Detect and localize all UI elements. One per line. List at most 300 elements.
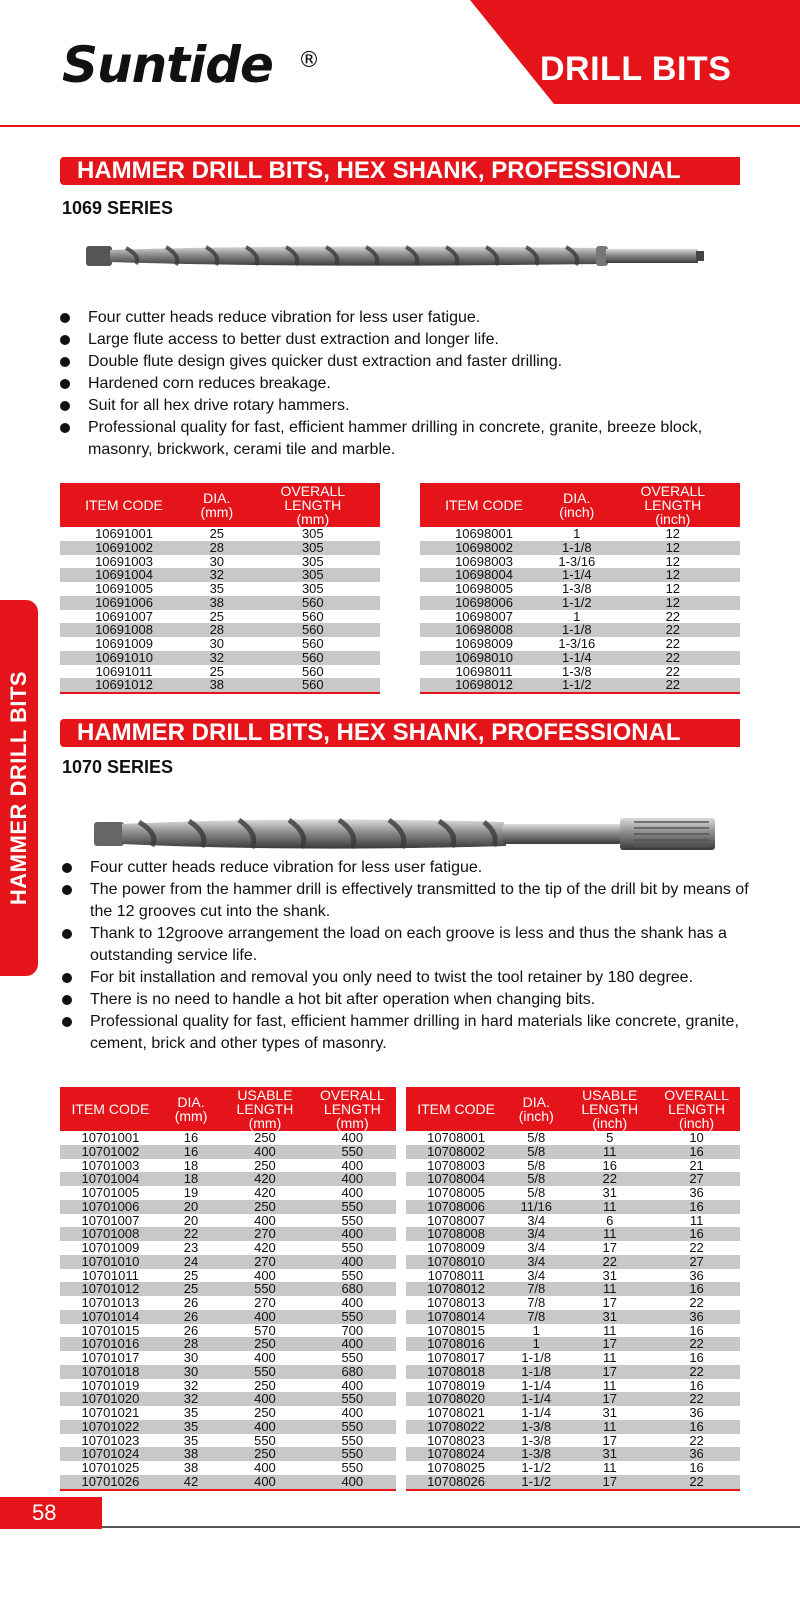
feature-item — [60, 351, 750, 373]
table-cell: 35 — [183, 1432, 199, 1448]
table-cell: 250 — [254, 1377, 276, 1393]
table-cell: 550 — [309, 1392, 396, 1406]
column-header-line: ITEM CODE — [71, 1101, 150, 1117]
table-cell: 22 — [665, 663, 681, 679]
table-cell: 420 — [254, 1240, 276, 1255]
table-cell: 23 — [183, 1240, 199, 1255]
section-1-series: 1069 SERIES — [62, 198, 174, 218]
table-row — [60, 1269, 396, 1283]
table-cell: 35 — [183, 1405, 199, 1420]
table-cell: 17 — [566, 1337, 653, 1351]
table-cell: 10701007 — [81, 1212, 140, 1228]
table-cell: 10708001 — [427, 1130, 486, 1145]
table-row — [406, 1200, 740, 1214]
table-cell: 3/4 — [527, 1240, 546, 1255]
column-header-line: DIA. — [177, 1094, 205, 1110]
table-cell: 10701005 — [81, 1185, 140, 1200]
column-header-line: ITEM CODE — [417, 1101, 495, 1117]
table-cell: 550 — [309, 1447, 396, 1461]
table-cell: 22 — [653, 1475, 740, 1490]
table-cell: 400 — [221, 1420, 308, 1434]
table-cell: 7/8 — [506, 1282, 566, 1296]
table-cell: 400 — [254, 1212, 276, 1228]
table-row — [60, 568, 380, 582]
feature-text: Thank to 12groove arrangement the load on each groove is less and thus the shank has a outstanding service life. — [90, 925, 727, 964]
table-cell: 36 — [653, 1310, 740, 1324]
table-cell: 10708011 — [427, 1267, 485, 1283]
table-cell: 22 — [653, 1365, 740, 1379]
spec-table-1069-mm — [60, 483, 380, 694]
table-row — [406, 1145, 740, 1159]
table-cell: 11/16 — [506, 1200, 566, 1214]
table-cell: 31 — [602, 1185, 617, 1200]
column-header — [406, 1087, 506, 1131]
table-cell: 270 — [221, 1227, 308, 1241]
table-cell: 10708022 — [406, 1420, 506, 1434]
table-cell: 10708007 — [427, 1212, 486, 1228]
feature-item — [62, 923, 752, 967]
table-cell: 10691009 — [95, 636, 153, 651]
table-cell: 1-3/8 — [561, 581, 592, 596]
table-cell: 1-1/4 — [521, 1405, 552, 1420]
table-cell: 10698005 — [455, 581, 513, 596]
column-header — [221, 1087, 308, 1131]
table-row — [60, 1172, 396, 1186]
table-row — [60, 1282, 396, 1296]
table-cell: 12 — [665, 553, 681, 569]
table-cell: 1-3/8 — [506, 1447, 566, 1461]
table-cell: 560 — [246, 678, 380, 693]
table-cell: 17 — [602, 1240, 617, 1255]
table-cell: 10698009 — [455, 636, 513, 651]
table-cell: 11 — [602, 1377, 617, 1393]
column-header — [60, 483, 188, 527]
table-cell: 550 — [341, 1350, 364, 1365]
table-cell: 11 — [566, 1227, 653, 1241]
table-cell: 27 — [653, 1255, 740, 1269]
table-cell: 1-1/8 — [506, 1365, 566, 1379]
table-cell: 10701017 — [81, 1350, 140, 1365]
table-row — [420, 678, 740, 693]
table-row — [60, 1296, 396, 1310]
column-header-line: DIA. — [522, 1094, 550, 1110]
table-cell: 35 — [161, 1420, 221, 1434]
table-row — [60, 1255, 396, 1269]
table-cell: 12 — [665, 526, 681, 541]
table-cell: 1-1/2 — [548, 596, 606, 610]
table-cell: 420 — [221, 1172, 308, 1186]
column-header — [161, 1087, 221, 1131]
table-cell: 270 — [254, 1295, 276, 1310]
table-header-row — [406, 1087, 740, 1131]
table-cell: 25 — [209, 608, 225, 624]
table-row — [406, 1186, 740, 1200]
table-cell: 10708013 — [427, 1295, 486, 1310]
table-cell: 17 — [602, 1432, 617, 1448]
table-row — [420, 623, 740, 637]
table-cell: 10708014 — [406, 1310, 506, 1324]
bullet-dot — [60, 357, 70, 367]
table-cell: 400 — [254, 1350, 276, 1365]
table-cell: 5/8 — [527, 1130, 546, 1145]
column-header — [60, 1087, 161, 1131]
table-cell: 16 — [602, 1157, 617, 1173]
table-row — [420, 582, 740, 596]
table-cell: 10701016 — [60, 1337, 161, 1351]
table-cell: 25 — [161, 1282, 221, 1296]
table-cell: 1-1/8 — [548, 541, 606, 555]
table-cell: 10701014 — [60, 1310, 161, 1324]
table-cell: 10698001 — [455, 526, 513, 541]
table-cell: 1-1/4 — [506, 1392, 566, 1406]
table-cell: 10708017 — [427, 1350, 486, 1365]
bullet-dot — [62, 885, 72, 895]
table-cell: 1-1/8 — [521, 1350, 552, 1365]
table-cell: 36 — [689, 1185, 704, 1200]
table-cell: 1-1/2 — [548, 678, 606, 693]
table-cell: 10708025 — [427, 1460, 486, 1475]
table-cell: 12 — [665, 581, 681, 596]
table-cell: 680 — [309, 1282, 396, 1296]
table-cell: 28 — [161, 1337, 221, 1351]
table-cell: 22 — [606, 623, 740, 637]
table-cell: 10708008 — [406, 1227, 506, 1241]
table-cell: 1-1/2 — [521, 1460, 552, 1475]
table-cell: 32 — [183, 1377, 199, 1393]
table-row — [406, 1379, 740, 1393]
table-cell: 16 — [689, 1377, 704, 1393]
table-cell: 550 — [221, 1282, 308, 1296]
table-cell: 10701023 — [81, 1432, 140, 1448]
table-cell: 400 — [221, 1310, 308, 1324]
column-header — [606, 483, 740, 527]
bullet-dot — [60, 379, 70, 389]
table-row — [406, 1447, 740, 1461]
table-cell: 560 — [301, 608, 324, 624]
table-cell: 10701013 — [81, 1295, 140, 1310]
bullet-dot — [62, 863, 72, 873]
feature-item — [60, 307, 750, 329]
table-cell: 11 — [602, 1350, 617, 1365]
column-header — [566, 1087, 653, 1131]
table-cell: 1-1/8 — [548, 623, 606, 637]
table-cell: 10698011 — [455, 663, 513, 679]
table-row — [60, 582, 380, 596]
bullet-dot — [62, 995, 72, 1005]
table-row — [60, 1200, 396, 1214]
table-cell: 680 — [309, 1365, 396, 1379]
table-row — [406, 1365, 740, 1379]
table-cell: 10 — [689, 1130, 704, 1145]
table-row — [406, 1392, 740, 1406]
table-cell: 11 — [566, 1420, 653, 1434]
table-row — [420, 637, 740, 651]
column-header-line: DIA. — [563, 490, 591, 506]
feature-text: Professional quality for fast, efficient hammer drilling in concrete, granite, breeze block, masonry, brickwork, cerami tile and marble. — [88, 419, 703, 458]
table-cell: 35 — [209, 581, 225, 596]
table-cell: 5/8 — [506, 1145, 566, 1159]
table-cell: 10698003 — [455, 553, 513, 569]
table-cell: 12 — [606, 568, 740, 582]
feature-item — [62, 989, 752, 1011]
column-header-line: USABLE — [237, 1087, 293, 1103]
table-cell: 16 — [689, 1350, 704, 1365]
table-cell: 550 — [309, 1200, 396, 1214]
table-row — [406, 1269, 740, 1283]
table-cell: 10708018 — [406, 1365, 506, 1379]
table-cell: 400 — [254, 1267, 276, 1283]
table-cell: 10708005 — [427, 1185, 486, 1200]
table-row — [60, 610, 380, 624]
bullet-dot — [62, 929, 72, 939]
feature-text: Professional quality for fast, efficient hammer drilling in hard materials like concrete, granite, cement, brick and other types of masonry. — [90, 1013, 739, 1052]
column-header-line: LENGTH — [644, 497, 702, 513]
table-cell: 22 — [653, 1392, 740, 1406]
table-cell: 1-3/8 — [506, 1420, 566, 1434]
table-row — [420, 541, 740, 555]
table-cell: 10708006 — [406, 1200, 506, 1214]
feature-item — [60, 329, 750, 351]
column-header — [309, 1087, 396, 1131]
table-cell: 10708012 — [406, 1282, 506, 1296]
table-row — [420, 568, 740, 582]
table-row — [60, 623, 380, 637]
table-cell: 5 — [606, 1130, 614, 1145]
table-cell: 30 — [183, 1350, 199, 1365]
table-row — [406, 1131, 740, 1145]
table-row — [60, 1227, 396, 1241]
table-cell: 420 — [254, 1185, 276, 1200]
table-cell: 20 — [161, 1200, 221, 1214]
column-header-line: OVERALL — [664, 1087, 729, 1103]
column-header — [420, 483, 548, 527]
table-cell: 26 — [161, 1310, 221, 1324]
table-cell: 3/4 — [506, 1255, 566, 1269]
table-cell: 32 — [188, 568, 246, 582]
table-row — [420, 610, 740, 624]
table-cell: 16 — [689, 1460, 704, 1475]
table-cell: 250 — [254, 1405, 276, 1420]
table-cell: 11 — [566, 1282, 653, 1296]
table-cell: 550 — [309, 1145, 396, 1159]
page-number: 58 — [0, 1497, 102, 1529]
table-cell: 1-1/4 — [548, 651, 606, 665]
table-cell: 560 — [246, 651, 380, 665]
table-row — [60, 665, 380, 679]
section-1-title: HAMMER DRILL BITS, HEX SHANK, PROFESSIONAL — [60, 157, 740, 185]
table-cell: 10708024 — [406, 1447, 506, 1461]
table-cell: 10701006 — [60, 1200, 161, 1214]
table-cell: 25 — [209, 663, 225, 679]
bullet-dot — [60, 401, 70, 411]
table-cell: 12 — [606, 596, 740, 610]
table-cell: 400 — [254, 1460, 276, 1475]
table-row — [60, 1461, 396, 1475]
table-row — [60, 678, 380, 693]
column-header-line: USABLE — [582, 1087, 638, 1103]
spec-table-1069-inch — [420, 483, 740, 694]
table-row — [60, 1420, 396, 1434]
table-cell: 550 — [254, 1432, 276, 1448]
table-cell: 10701026 — [60, 1475, 161, 1490]
table-cell: 10701021 — [81, 1405, 140, 1420]
table-row — [406, 1420, 740, 1434]
table-header-row — [60, 483, 380, 527]
table-cell: 10708010 — [406, 1255, 506, 1269]
table-cell: 400 — [341, 1130, 364, 1145]
column-header-line: (mm) — [248, 1115, 282, 1131]
feature-text: Hardened corn reduces breakage. — [88, 375, 331, 392]
bullet-dot — [60, 423, 70, 433]
drill-bit-1069-image — [86, 236, 716, 276]
table-cell: 22 — [606, 678, 740, 693]
feature-text: For bit installation and removal you only need to twist the tool retainer by 180 degree. — [90, 969, 694, 986]
column-header-line: (inch) — [592, 1115, 628, 1131]
table-row — [60, 1145, 396, 1159]
table-cell: 38 — [188, 596, 246, 610]
table-cell: 36 — [653, 1447, 740, 1461]
table-cell: 10698004 — [420, 568, 548, 582]
table-cell: 550 — [309, 1420, 396, 1434]
table-row — [406, 1461, 740, 1475]
table-cell: 560 — [246, 596, 380, 610]
column-header-line: LENGTH — [236, 1101, 294, 1117]
drill-bit-1070-image — [94, 812, 720, 856]
table-cell: 305 — [301, 526, 324, 541]
table-cell: 22 — [606, 651, 740, 665]
table-cell: 560 — [246, 623, 380, 637]
table-row — [60, 596, 380, 610]
table-cell: 700 — [341, 1322, 364, 1338]
table-cell: 10701003 — [81, 1157, 140, 1173]
table-cell: 28 — [188, 623, 246, 637]
table-cell: 30 — [209, 553, 225, 569]
table-cell: 22 — [161, 1227, 221, 1241]
table-cell: 42 — [161, 1475, 221, 1490]
table-cell: 10701002 — [60, 1145, 161, 1159]
column-header-line: LENGTH — [581, 1101, 639, 1117]
table-cell: 10701015 — [81, 1322, 140, 1338]
bullet-dot — [62, 973, 72, 983]
table-cell: 10691001 — [95, 526, 153, 541]
table-cell: 19 — [183, 1185, 199, 1200]
brand-logo: Suntide — [62, 36, 273, 94]
table-row — [420, 665, 740, 679]
table-cell: 400 — [309, 1227, 396, 1241]
table-cell: 10691003 — [95, 553, 153, 569]
feature-item — [62, 1011, 752, 1055]
footer-divider — [102, 1526, 800, 1528]
table-cell: 1-3/16 — [558, 553, 596, 569]
table-cell: 28 — [188, 541, 246, 555]
table-cell: 250 — [254, 1130, 276, 1145]
table-cell: 10698008 — [420, 623, 548, 637]
table-cell: 3/4 — [506, 1227, 566, 1241]
spec-table-1070-mm — [60, 1087, 396, 1491]
column-header — [506, 1087, 566, 1131]
table-row — [406, 1351, 740, 1365]
table-cell: 400 — [341, 1377, 364, 1393]
table-cell: 10701011 — [81, 1267, 139, 1283]
table-cell: 11 — [689, 1212, 704, 1228]
table-cell: 10701001 — [81, 1130, 140, 1145]
table-cell: 10708016 — [406, 1337, 506, 1351]
table-cell: 400 — [221, 1475, 308, 1490]
table-cell: 30 — [209, 636, 225, 651]
table-cell: 10708023 — [427, 1432, 486, 1448]
table-row — [60, 1447, 396, 1461]
table-cell: 22 — [653, 1337, 740, 1351]
spec-table-1070-inch — [406, 1087, 740, 1491]
table-cell: 31 — [602, 1405, 617, 1420]
table-row — [60, 527, 380, 541]
table-cell: 36 — [689, 1405, 704, 1420]
table-cell: 22 — [689, 1432, 704, 1448]
table-row — [406, 1434, 740, 1448]
table-cell: 17 — [566, 1475, 653, 1490]
table-cell: 30 — [161, 1365, 221, 1379]
table-cell: 10691011 — [95, 663, 153, 679]
table-cell: 250 — [221, 1337, 308, 1351]
table-cell: 25 — [209, 526, 225, 541]
column-header-line: (mm) — [335, 1115, 369, 1131]
table-row — [406, 1227, 740, 1241]
table-cell: 1-1/4 — [521, 1377, 552, 1393]
table-cell: 22 — [566, 1172, 653, 1186]
table-row — [60, 637, 380, 651]
table-cell: 10708002 — [406, 1145, 506, 1159]
bullet-dot — [60, 335, 70, 345]
table-cell: 38 — [183, 1460, 199, 1475]
table-cell: 10701022 — [60, 1420, 161, 1434]
table-row — [60, 1214, 396, 1228]
column-header-line: OVERALL — [280, 483, 346, 499]
column-header-line: (inch) — [518, 1108, 554, 1124]
table-cell: 11 — [602, 1460, 617, 1475]
table-row — [406, 1255, 740, 1269]
table-cell: 16 — [653, 1227, 740, 1241]
table-cell: 10708009 — [427, 1240, 486, 1255]
table-cell: 5/8 — [527, 1185, 546, 1200]
column-header — [653, 1087, 740, 1131]
table-cell: 16 — [653, 1420, 740, 1434]
table-cell: 18 — [161, 1172, 221, 1186]
table-cell: 400 — [309, 1255, 396, 1269]
table-cell: 11 — [566, 1200, 653, 1214]
column-header-line: (inch) — [559, 504, 595, 520]
table-header-row — [420, 483, 740, 527]
table-cell: 400 — [341, 1185, 364, 1200]
table-cell: 5/8 — [527, 1157, 546, 1173]
column-header-line: DIA. — [203, 490, 231, 506]
table-cell: 570 — [254, 1322, 276, 1338]
table-cell: 1 — [532, 1322, 540, 1338]
table-cell: 10691007 — [95, 608, 153, 624]
table-cell: 1 — [506, 1337, 566, 1351]
feature-text: The power from the hammer drill is effectively transmitted to the tip of the drill bit by means of the 12 grooves cut into the shank. — [90, 881, 749, 920]
table-cell: 16 — [689, 1322, 704, 1338]
table-cell: 32 — [161, 1392, 221, 1406]
table-cell: 22 — [689, 1240, 704, 1255]
table-cell: 22 — [665, 636, 681, 651]
table-row — [420, 651, 740, 665]
table-cell: 10691005 — [95, 581, 153, 596]
table-cell: 17 — [566, 1392, 653, 1406]
column-header-line: (mm) — [200, 504, 234, 520]
table-cell: 270 — [221, 1255, 308, 1269]
table-cell: 1-1/4 — [548, 568, 606, 582]
table-row — [60, 1475, 396, 1490]
